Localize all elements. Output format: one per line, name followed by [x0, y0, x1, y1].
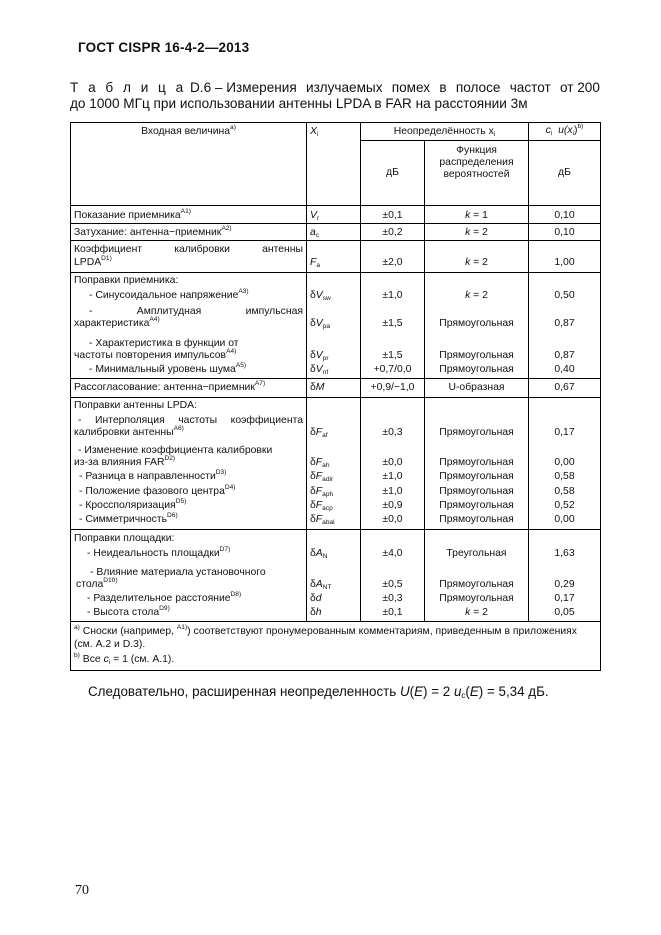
- table-row: Коэффициент калибровки антенны $LPDA^{D1)}$ $F_a$ ±2,0 k = 2 1,00: [71, 241, 601, 272]
- header-ci-u: $c_i$ $u(x_i)^{b)}$: [529, 123, 601, 141]
- caption-line2: до 1000 МГц при использовании антенны LPDA в FAR на расстоянии 3м: [70, 96, 528, 111]
- header-xi: $X_i$: [307, 123, 361, 206]
- table-row: - Интерполяция частоты коэффициента калибровки антенны$^{A6)}$ $\delta F_{af}$ ±0,3 Прямоугольная 0,17: [71, 414, 601, 440]
- table-row: - Характеристика в функции от частоты повторения импульсов$^{A4)}$ $\delta V_{pr}$ ±1,5 Прямоугольная 0,87: [71, 332, 601, 363]
- note-a: $^{a)}$ Сноски (например, $^{A1)}$) соответствуют пронумерованным комментариям, приведенным в приложениях (см. A.2 и D.3).: [74, 624, 577, 651]
- uncertainty-table: [70, 122, 601, 671]
- table-row: Поправки антенны LPDA:: [71, 398, 601, 414]
- table-row: - Изменение коэффициента калибровки из-за влияния $FAR^{D2)}$ $\delta F_{ah}$ ±0,0 Прямоугольная 0,00: [71, 440, 601, 470]
- caption-lead: Т а б л и ц а D.6 – Измерения: [70, 80, 297, 95]
- table-row: Поправки площадки:: [71, 530, 601, 547]
- table-row: - Синусоидальное напряжение$^{A3)}$ $\delta V_{sw}$ ±1,0 k = 2 0,50: [71, 288, 601, 303]
- table-row: Показание приемника$^{A1)}$ $V_r$ ±0,1 k = 1 0,10: [71, 206, 601, 224]
- table-row: Рассогласование: антенна−приемник$^{A7)}$ δM +0,9/−1,0 U-образная 0,67: [71, 379, 601, 398]
- header-uncertainty: Неопределённость $x_i$: [361, 123, 529, 141]
- table-row: - Разница в направленности$^{D3)}$ $\delta F_{adir}$ ±1,0 Прямоугольная 0,58: [71, 470, 601, 484]
- header-db: дБ: [361, 141, 425, 206]
- page-number: 70: [75, 883, 89, 898]
- header-distribution: Функция распределения вероятностей: [425, 141, 529, 206]
- table-caption: Т а б л и ц а D.6 – Измерения излучаемых помех в полосе частот от 200 до 1000 МГц при использовании антенны LPDA в FAR на расстоянии 3м: [70, 80, 600, 111]
- header-input-quantity: Входная величина$^{a)}$: [71, 123, 307, 206]
- document-header: ГОСТ CISPR 16-4-2—2013: [78, 40, 250, 55]
- table-row: - Положение фазового центра$^{D4)}$ $\delta F_{aph}$ ±1,0 Прямоугольная 0,58: [71, 485, 601, 499]
- header-db2: дБ: [529, 141, 601, 206]
- table-row: Затухание: антенна−приемник$^{A2)}$ $a_c$ ±0,2 k = 2 0,10: [71, 224, 601, 241]
- table-row: - Неидеальность площадки$^{D7)}$ $\delta A_N$ ±4,0 Треугольная 1,63: [71, 546, 601, 561]
- header-row-1: [71, 123, 601, 141]
- table-notes: [71, 622, 601, 671]
- table-row: - Амплитудная импульсная характеристика$^{A4)}$ $\delta V_{pa}$ ±1,5 Прямоугольная 0,87: [71, 303, 601, 331]
- result-statement: Следовательно, расширенная неопределенность U(E) = 2 $u_c(E) = 5,34$ дБ.: [88, 684, 549, 700]
- note-b: $^{b)}$ Все $c_i = 1$ (см. A.1).: [74, 652, 175, 667]
- table-row: - Высота стола$^{D9)}$ δh ±0,1 k = 2 0,05: [71, 606, 601, 622]
- table-row: - Влияние материала установочного стола$^{D10)}$ $\delta A_{NT}$ ±0,5 Прямоугольная 0,29: [71, 562, 601, 592]
- table-row: Поправки приемника:: [71, 272, 601, 288]
- table-row: - Минимальный уровень шума$^{A5)}$ $\delta V_{nf}$ +0,7/0,0 Прямоугольная 0,40: [71, 363, 601, 379]
- table-row: - Симметричность$^{D6)}$ $\delta F_{abal}$ ±0,0 Прямоугольная 0,00: [71, 513, 601, 530]
- table-row: - Кроссполяризация$^{D5)}$ $\delta F_{acp}$ ±0,9 Прямоугольная 0,52: [71, 499, 601, 513]
- table-row: - Разделительное расстояние$^{D8)}$ δd ±0,3 Прямоугольная 0,17: [71, 592, 601, 606]
